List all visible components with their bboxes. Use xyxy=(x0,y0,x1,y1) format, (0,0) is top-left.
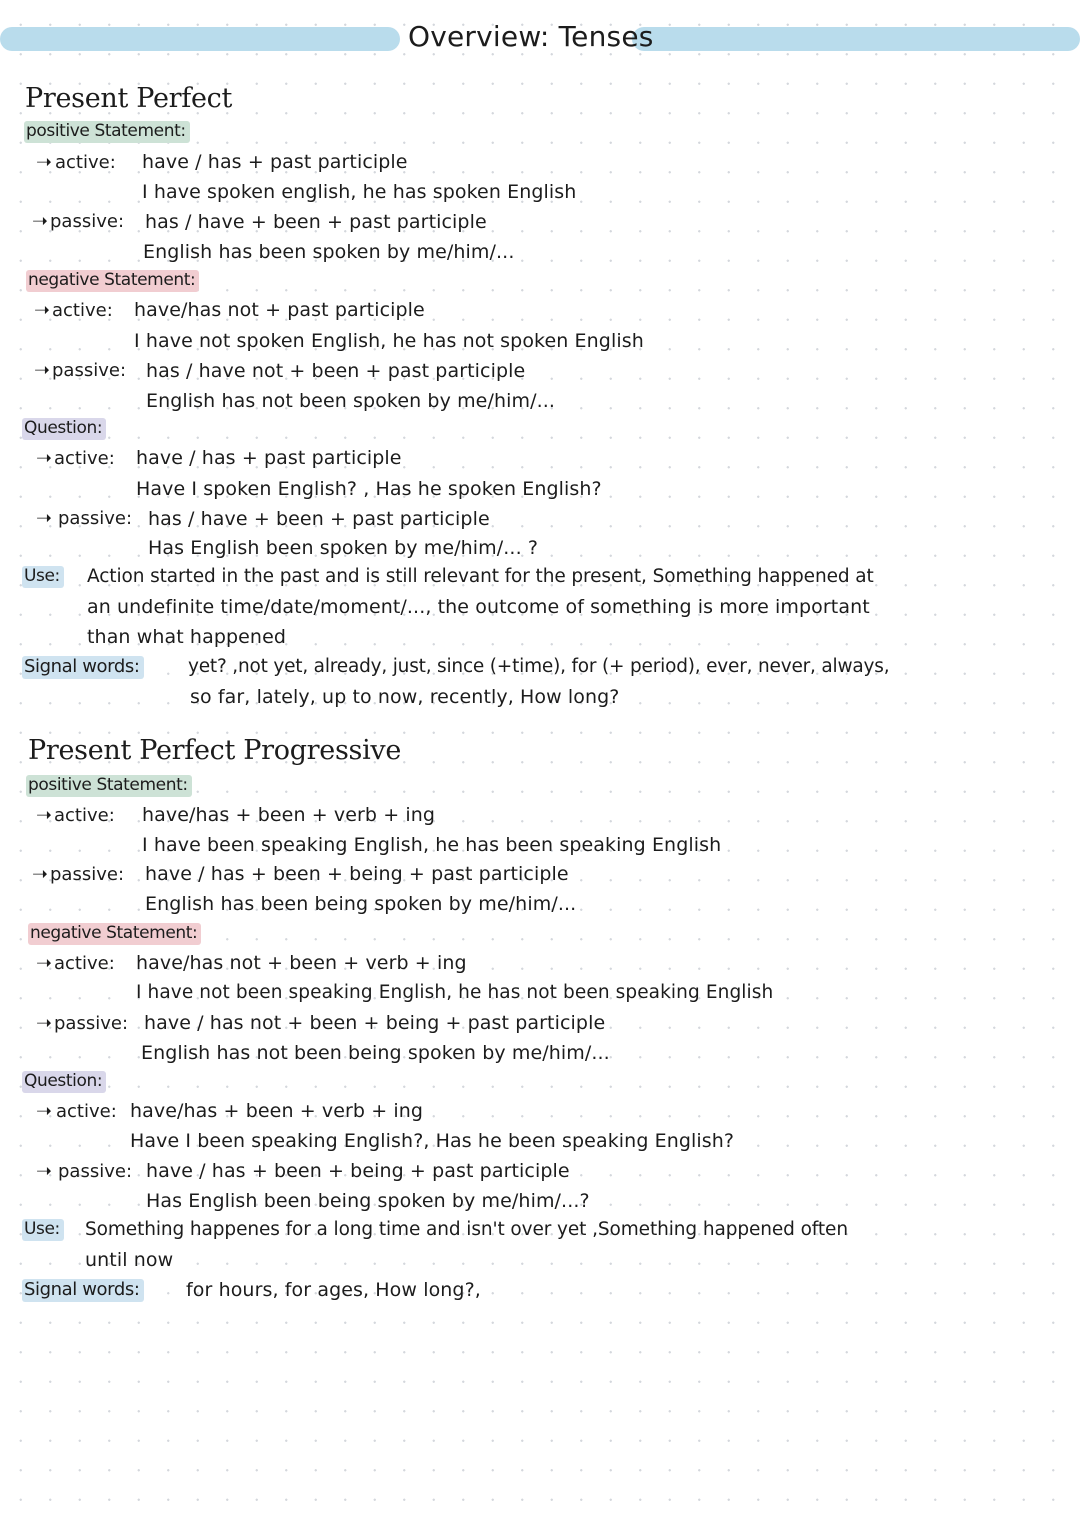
active-example: Have I spoken English? , Has he spoken English? xyxy=(136,478,602,500)
signal-words-line-1: yet? ,not yet, already, just, since (+time), for (+ period), ever, never, always, xyxy=(188,656,890,677)
signal-words-label: Signal words: xyxy=(22,1279,144,1302)
passive-formula: has / have + been + past participle xyxy=(148,508,490,530)
passive-example: English has not been spoken by me/him/... xyxy=(146,390,556,412)
page-title: Overview: Tenses xyxy=(408,20,654,53)
passive-formula: have / has + been + being + past participle xyxy=(146,1160,570,1182)
arrow-right-icon: ➝ xyxy=(36,1100,53,1122)
positive-statement-label: positive Statement: xyxy=(26,775,192,797)
active-label: active: xyxy=(52,300,113,321)
arrow-right-icon: ➝ xyxy=(32,210,49,232)
signal-words-label: Signal words: xyxy=(22,656,144,679)
passive-example: English has not been being spoken by me/him/... xyxy=(141,1042,610,1064)
use-text-line-2: until now xyxy=(85,1249,174,1271)
active-formula: have / has + past participle xyxy=(136,447,402,469)
passive-formula: have / has + been + being + past participle xyxy=(145,863,569,885)
negative-statement-label: negative Statement: xyxy=(26,270,199,292)
arrow-right-icon: ➝ xyxy=(36,804,53,826)
active-label: active: xyxy=(55,152,116,173)
passive-label: passive: xyxy=(58,1161,133,1182)
active-formula: have/has + been + verb + ing xyxy=(142,804,436,826)
active-example: I have been speaking English, he has been speaking English xyxy=(142,834,722,856)
passive-example: Has English been spoken by me/him/... ? xyxy=(148,537,539,559)
section-heading-present-perfect: Present Perfect xyxy=(25,83,232,114)
active-formula: have / has + past participle xyxy=(142,151,408,173)
arrow-right-icon: ➝ xyxy=(36,507,53,529)
active-label: active: xyxy=(54,953,115,974)
passive-example: English has been spoken by me/him/... xyxy=(143,241,515,263)
use-label: Use: xyxy=(22,566,64,588)
active-formula: have/has + been + verb + ing xyxy=(130,1100,424,1122)
use-label: Use: xyxy=(22,1219,64,1241)
active-formula: have/has not + been + verb + ing xyxy=(136,952,467,974)
passive-example: English has been being spoken by me/him/... xyxy=(145,893,577,915)
use-text-line-2: an undefinite time/date/moment/..., the outcome of something is more important xyxy=(87,596,870,618)
title-banner-right xyxy=(632,27,1080,51)
active-example: I have not been speaking English, he has not been speaking English xyxy=(136,982,774,1003)
signal-words-line-2: so far, lately, up to now, recently, How long? xyxy=(190,686,620,708)
passive-label: passive: xyxy=(50,864,125,885)
active-example: Have I been speaking English?, Has he been speaking English? xyxy=(130,1130,735,1152)
passive-formula: has / have + been + past participle xyxy=(145,211,487,233)
arrow-right-icon: ➝ xyxy=(34,299,51,321)
question-label: Question: xyxy=(22,1071,106,1093)
passive-formula: has / have not + been + past participle xyxy=(146,360,526,382)
active-label: active: xyxy=(54,448,115,469)
active-formula: have/has not + past participle xyxy=(134,299,425,321)
active-example: I have not spoken English, he has not spoken English xyxy=(134,330,644,352)
question-label: Question: xyxy=(22,418,106,440)
passive-label: passive: xyxy=(58,508,133,529)
use-text-line-1: Something happenes for a long time and isn't over yet ,Something happened often xyxy=(85,1219,848,1240)
active-label: active: xyxy=(56,1101,117,1122)
title-banner-left xyxy=(0,27,400,51)
active-example: I have spoken english, he has spoken English xyxy=(142,181,577,203)
passive-formula: have / has not + been + being + past participle xyxy=(144,1012,606,1034)
arrow-right-icon: ➝ xyxy=(36,1012,53,1034)
negative-statement-label: negative Statement: xyxy=(28,923,201,945)
arrow-right-icon: ➝ xyxy=(32,863,49,885)
use-text-line-3: than what happened xyxy=(87,626,287,648)
use-text-line-1: Action started in the past and is still relevant for the present, Something happened at xyxy=(87,566,874,587)
passive-example: Has English been being spoken by me/him/...? xyxy=(146,1190,590,1212)
signal-words-line-1: for hours, for ages, How long?, xyxy=(186,1279,481,1301)
passive-label: passive: xyxy=(50,211,125,232)
active-label: active: xyxy=(54,805,115,826)
arrow-right-icon: ➝ xyxy=(36,952,53,974)
arrow-right-icon: ➝ xyxy=(34,359,51,381)
passive-label: passive: xyxy=(54,1013,129,1034)
section-heading-present-perfect-progressive: Present Perfect Progressive xyxy=(28,735,402,766)
arrow-right-icon: ➝ xyxy=(36,151,53,173)
passive-label: passive: xyxy=(52,360,127,381)
arrow-right-icon: ➝ xyxy=(36,447,53,469)
positive-statement-label: positive Statement: xyxy=(24,121,190,143)
arrow-right-icon: ➝ xyxy=(36,1160,53,1182)
